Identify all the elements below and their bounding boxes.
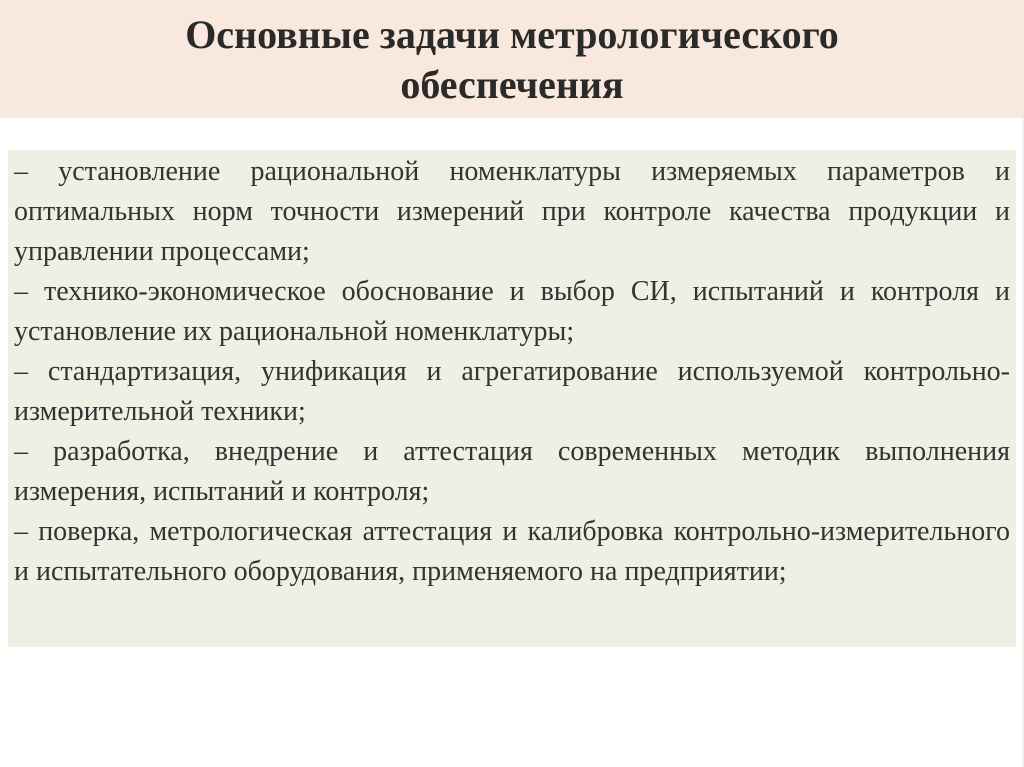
task-item-2: – технико-экономическое обоснование и выбор СИ, испытаний и контроля и установление их рациональной номенклатуры; (14, 276, 1010, 347)
task-item-1: – установление рациональной номенклатуры измеряемых параметров и оптимальных норм точности измерений при контроле качества продукции и управлении процессами; (14, 156, 1010, 267)
slide-title-line-2: обеспечения (400, 62, 624, 107)
title-band (0, 0, 1024, 118)
tasks-list (14, 152, 1010, 592)
tasks-box (8, 150, 1016, 647)
task-item-4: – разработка, внедрение и аттестация современных методик выполнения измерения, испытаний и контроля; (14, 436, 1010, 507)
task-item-3: – стандартизация, унификация и агрегатирование используемой контрольно-измерительной техники; (14, 356, 1010, 427)
task-item-5: – поверка, метрологическая аттестация и калибровка контрольно-измерительного и испытательного оборудования, применяемого на предприятии; (14, 516, 1010, 587)
slide-title (0, 10, 1024, 110)
slide-title-line-1: Основные задачи метрологического (185, 12, 839, 57)
